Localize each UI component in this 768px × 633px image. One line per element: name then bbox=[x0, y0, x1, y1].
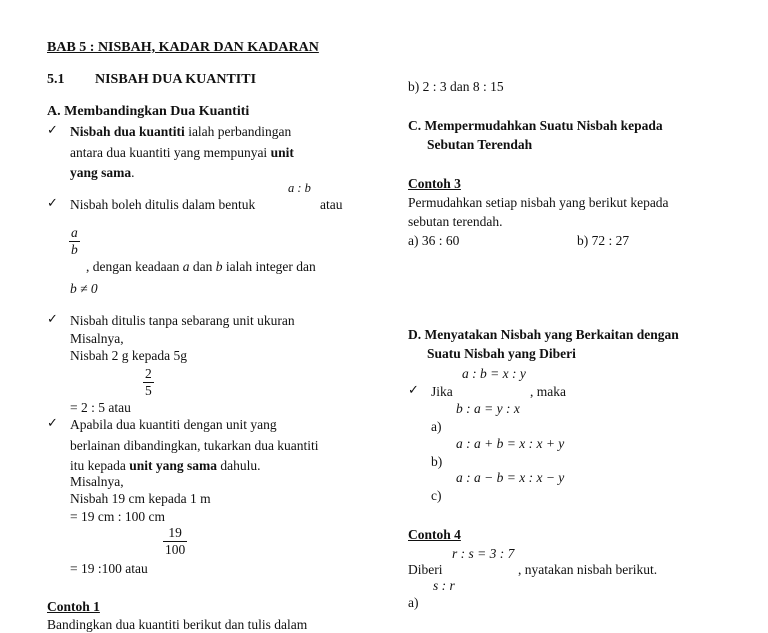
contoh3-item-b: b) 72 : 27 bbox=[577, 233, 630, 248]
d-formula2: b : a = y : x bbox=[456, 401, 520, 416]
fraction-numerator: a bbox=[71, 225, 78, 240]
bullet1-line3-end: . bbox=[131, 165, 135, 180]
bullet2-fraction bbox=[69, 225, 80, 257]
bullet4-line3-end: dahulu. bbox=[217, 458, 261, 473]
contoh3-line1: Permudahkan setiap nisbah yang berikut kepada bbox=[408, 195, 669, 210]
d-formula4: a : a − b = x : x − y bbox=[456, 470, 565, 485]
contoh4-diberi: Diberi bbox=[408, 562, 443, 577]
bullet4-line4: Nisbah 19 cm kepada 1 m bbox=[70, 491, 211, 506]
contoh3-title: Contoh 3 bbox=[408, 176, 461, 191]
bullet4-line2: berlainan dibandingkan, tukarkan dua kuantiti bbox=[70, 438, 319, 453]
bullet2-formula: a : b bbox=[288, 181, 311, 195]
contoh4-formula: r : s = 3 : 7 bbox=[452, 546, 515, 561]
check-icon: ✓ bbox=[47, 312, 58, 327]
fraction-denominator: 5 bbox=[145, 382, 152, 398]
bullet2-text: Nisbah boleh ditulis dalam bentuk bbox=[70, 197, 256, 212]
section-d-heading-line1: D. Menyatakan Nisbah yang Berkaitan dengan bbox=[408, 327, 679, 342]
section-c-heading-line2: Sebutan Terendah bbox=[427, 137, 533, 152]
bullet1-bold: Nisbah dua kuantiti bbox=[70, 124, 185, 139]
bullet4-line1: Apabila dua kuantiti dengan unit yang bbox=[70, 417, 277, 432]
chapter-title: BAB 5 : NISBAH, KADAR DAN KADARAN bbox=[47, 40, 319, 55]
bullet4-line3 bbox=[70, 458, 261, 474]
contoh4-label-a: a) bbox=[408, 595, 419, 610]
d-formula3: a : a + b = x : x + y bbox=[456, 436, 565, 451]
bullet1-line2-text: antara dua kuantiti yang mempunyai bbox=[70, 145, 271, 160]
fraction-denominator: 100 bbox=[165, 541, 186, 557]
d-label-c: c) bbox=[431, 488, 442, 503]
d-jika: Jika bbox=[431, 384, 453, 399]
var-b: b bbox=[215, 259, 223, 274]
check-icon: ✓ bbox=[408, 383, 419, 398]
contoh3-line2: sebutan terendah. bbox=[408, 214, 503, 229]
fraction-numerator: 19 bbox=[168, 525, 182, 540]
check-icon: ✓ bbox=[47, 123, 58, 138]
section-d-heading-line2: Suatu Nisbah yang Diberi bbox=[427, 346, 576, 361]
subsection-a-heading: A. Membandingkan Dua Kuantiti bbox=[47, 104, 250, 119]
contoh4-title: Contoh 4 bbox=[408, 527, 461, 542]
bullet3-example: Misalnya, bbox=[70, 331, 124, 346]
bullet3-result: = 2 : 5 atau bbox=[70, 400, 131, 415]
section-title: NISBAH DUA KUANTITI bbox=[95, 72, 257, 87]
cond-text-2: dan bbox=[189, 259, 216, 274]
bullet4-line5: = 19 cm : 100 cm bbox=[70, 509, 165, 524]
section-number: 5.1 bbox=[47, 72, 65, 87]
bullet4-result: = 19 :100 atau bbox=[70, 561, 148, 576]
bullet1-line3-bold: yang sama bbox=[70, 165, 132, 180]
bullet2-condition bbox=[86, 259, 316, 275]
bullet4-example: Misalnya, bbox=[70, 474, 124, 489]
fraction-numerator: 2 bbox=[145, 366, 152, 381]
section-c-heading-line1: C. Mempermudahkan Suatu Nisbah kepada bbox=[408, 118, 663, 133]
d-label-a: a) bbox=[431, 419, 442, 434]
contoh1-text: Bandingkan dua kuantiti berikut dan tulis dalam bbox=[47, 617, 308, 632]
check-icon: ✓ bbox=[47, 416, 58, 431]
contoh1-title: Contoh 1 bbox=[47, 599, 100, 614]
cond-text-3: ialah integer dan bbox=[222, 259, 316, 274]
bullet4-line3-bold: unit yang sama bbox=[129, 458, 218, 473]
bullet3-text: Nisbah ditulis tanpa sebarang unit ukuran bbox=[70, 313, 295, 328]
contoh3-item-a: a) 36 : 60 bbox=[408, 233, 460, 248]
check-icon: ✓ bbox=[47, 196, 58, 211]
bullet1-line1 bbox=[70, 124, 291, 140]
bullet1-text: ialah perbandingan bbox=[184, 124, 292, 139]
bullet3-fraction bbox=[143, 366, 154, 398]
d-formula1: a : b = x : y bbox=[462, 366, 526, 381]
fraction-denominator: b bbox=[71, 241, 78, 257]
bullet1-line3 bbox=[70, 165, 135, 181]
contoh4-formula2: s : r bbox=[433, 578, 455, 593]
d-maka: , maka bbox=[530, 384, 566, 399]
cond-text-1: , dengan keadaan bbox=[86, 259, 183, 274]
bullet3-line: Nisbah 2 g kepada 5g bbox=[70, 348, 187, 363]
contoh4-text: , nyatakan nisbah berikut. bbox=[518, 562, 658, 577]
bullet2-neq: b ≠ 0 bbox=[70, 281, 98, 296]
bullet1-line2 bbox=[70, 145, 294, 161]
var-a: a bbox=[182, 259, 190, 274]
d-label-b: b) bbox=[431, 454, 443, 469]
bullet4-line3-text: itu kepada bbox=[70, 458, 130, 473]
bullet2-or: atau bbox=[320, 197, 343, 212]
item-b: b) 2 : 3 dan 8 : 15 bbox=[408, 79, 504, 94]
bullet4-fraction bbox=[163, 525, 187, 557]
bullet1-line2-bold: unit bbox=[270, 145, 294, 160]
